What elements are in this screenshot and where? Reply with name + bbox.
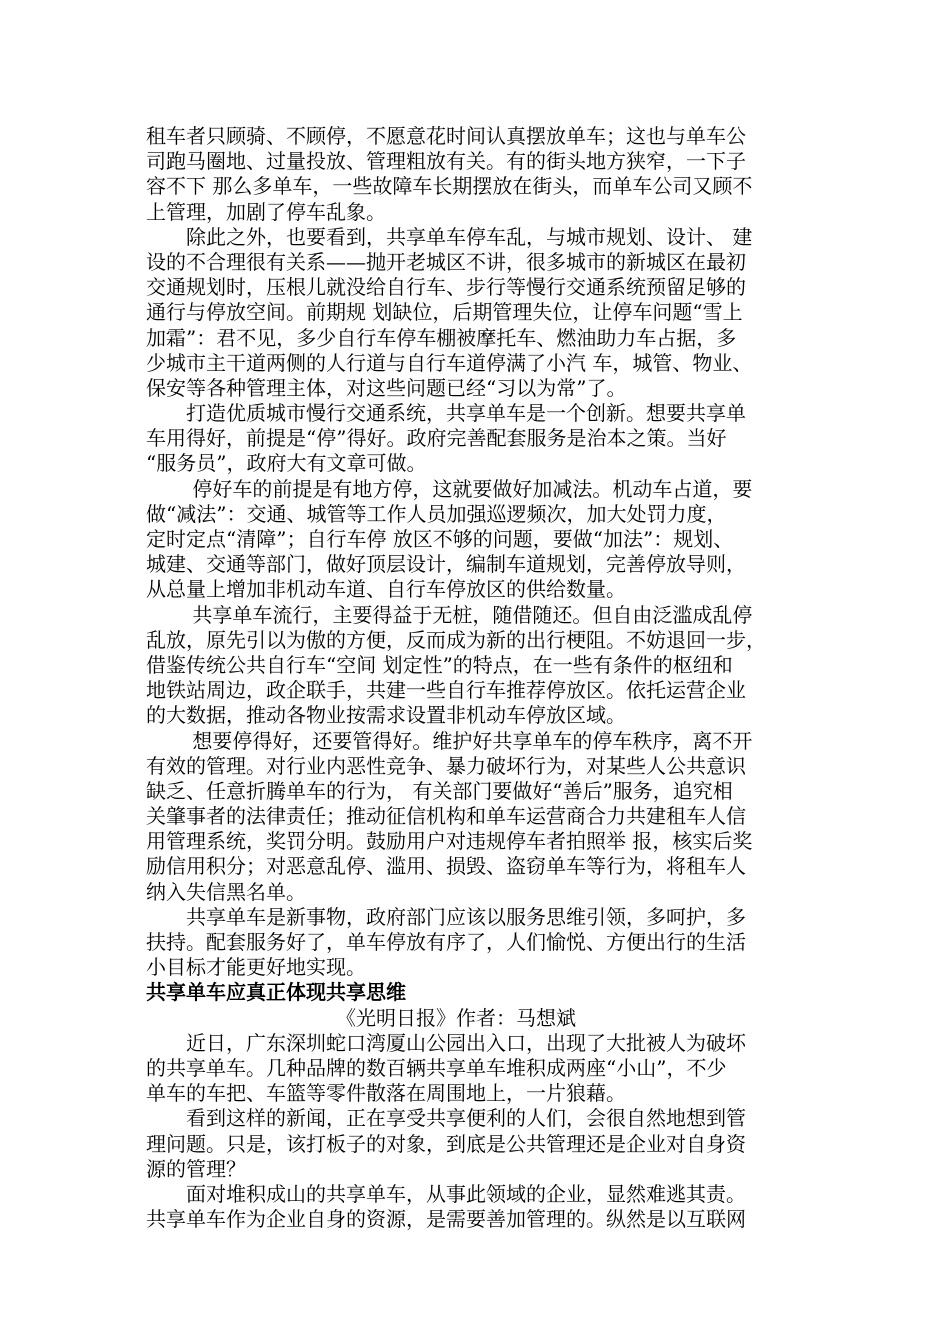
text-line: 停好车的前提是有地方停，这就要做好加减法。机动车占道，要 [146,476,753,501]
document-page [146,124,814,1232]
text-line: 交通规划时，压根儿就没给自行车、步行等慢行交通系统预留足够的 [146,275,746,300]
article-heading: 共享单车应真正体现共享思维 [146,980,406,1005]
text-line: 通行与停放空间。前期规 划缺位，后期管理失位，让停车问题“雪上 [146,300,743,325]
text-line: 近日，广东深圳蛇口湾厦山公园出入口，出现了大批被人为破坏 [146,1030,746,1055]
text-line: 租车者只顾骑、不顾停，不愿意花时间认真摆放单车；这也与单车公 [146,124,746,148]
text-line: 地铁站周边，政企联手，共建一些自行车推荐停放区。依托运营企业 [146,678,746,703]
text-line: 从总量上增加非机动车道、自行车停放区的供给数量。 [146,577,626,602]
text-line: 加霜”：君不见，多少自行车停车棚被摩托车、燃油助力车占据，多 [146,325,737,350]
text-line: 共享单车流行，主要得益于无桩，随借随还。但自由泛滥成乱停 [146,602,753,627]
text-line: 共享单车作为企业自身的资源，是需要善加管理的。纵然是以互联网 [146,1207,746,1232]
text-line: 有效的管理。对行业内恶性竞争、暴力破坏行为，对某些人公共意识 [146,753,746,778]
text-line: 用管理系统，奖罚分明。鼓励用户对违规停车者拍照举 报，核实后奖 [146,829,753,854]
text-line: 司跑马圈地、过量投放、管理粗放有关。有的街头地方狭窄，一下子 [146,149,746,174]
text-line: 想要停得好，还要管得好。维护好共享单车的停车秩序，离不开 [146,728,753,753]
text-line: 扶持。配套服务好了，单车停放有序了，人们愉悦、方便出行的生活 [146,930,746,954]
article-body-continued [146,124,814,980]
text-line: 关肇事者的法律责任；推动征信机构和单车运营商合力共建租车人信 [146,804,746,829]
text-line: 容不下 那么多单车，一些故障车长期摆放在街头，而单车公司又顾不 [146,174,753,199]
text-line: 面对堆积成山的共享单车，从事此领域的企业，显然难逃其责。 [146,1181,746,1206]
text-line: 做“减法”：交通、城管等工作人员加强巡逻频次，加大处罚力度， [146,501,727,526]
text-line: 定时定点“清障”；自行车停 放区不够的问题，要做“加法”：规划、 [146,527,734,551]
text-line: 纳入失信黑名单。 [146,879,306,904]
text-line: 城建、交通等部门，做好顶层设计，编制车道规划，完善停放导则， [146,552,746,577]
text-line: 励信用积分；对恶意乱停、滥用、损毁、盗窃单车等行为，将租车人 [146,854,746,879]
text-line: 少城市主干道两侧的人行道与自行车道停满了小汽 车，城管、物业、 [146,350,753,375]
text-line: 打造优质城市慢行交通系统，共享单车是一个创新。想要共享单 [146,401,746,426]
text-line: 理问题。只是，该打板子的对象，到底是公共管理还是企业对自身资 [146,1131,746,1156]
text-line: 缺乏、任意折腾单车的行为， 有关部门要做好“善后”服务，追究相 [146,778,733,803]
text-line: 上管理，加剧了停车乱象。 [146,199,386,224]
text-line: 乱放，原先引以为傲的方便，反而成为新的出行梗阻。不妨退回一步， [146,627,766,652]
text-line: 源的管理？ [146,1156,246,1181]
text-line: 除此之外，也要看到，共享单车停车乱，与城市规划、设计、 建 [146,224,753,249]
text-line: 车用得好，前提是“停”得好。政府完善配套服务是治本之策。当好 [146,426,727,451]
article-body [146,1031,814,1233]
text-line: 共享单车是新事物，政府部门应该以服务思维引领，多呵护，多 [146,904,746,929]
text-line: 看到这样的新闻，正在享受共享便利的人们，会很自然地想到管 [146,1106,746,1131]
text-line: 小目标才能更好地实现。 [146,955,366,980]
text-line: “服务员”，政府大有文章可做。 [146,451,427,476]
text-line: 单车的车把、车篮等零件散落在周围地上，一片狼藉。 [146,1081,626,1106]
text-line: 的大数据，推动各物业按需求设置非机动车停放区域。 [146,703,626,728]
text-line: 设的不合理很有关系——抛开老城区不讲，很多城市的新城区在最初 [146,249,746,274]
text-line: 的共享单车。几种品牌的数百辆共享单车堆积成两座“小山”，不少 [146,1055,727,1080]
text-line: 保安等各种管理主体，对这些问题已经“习以为常”了。 [146,375,627,400]
text-line: 借鉴传统公共自行车“空间 划定性”的特点，在一些有条件的枢纽和 [146,652,733,677]
article-byline: 《光明日报》作者：马想斌 [336,1005,576,1030]
